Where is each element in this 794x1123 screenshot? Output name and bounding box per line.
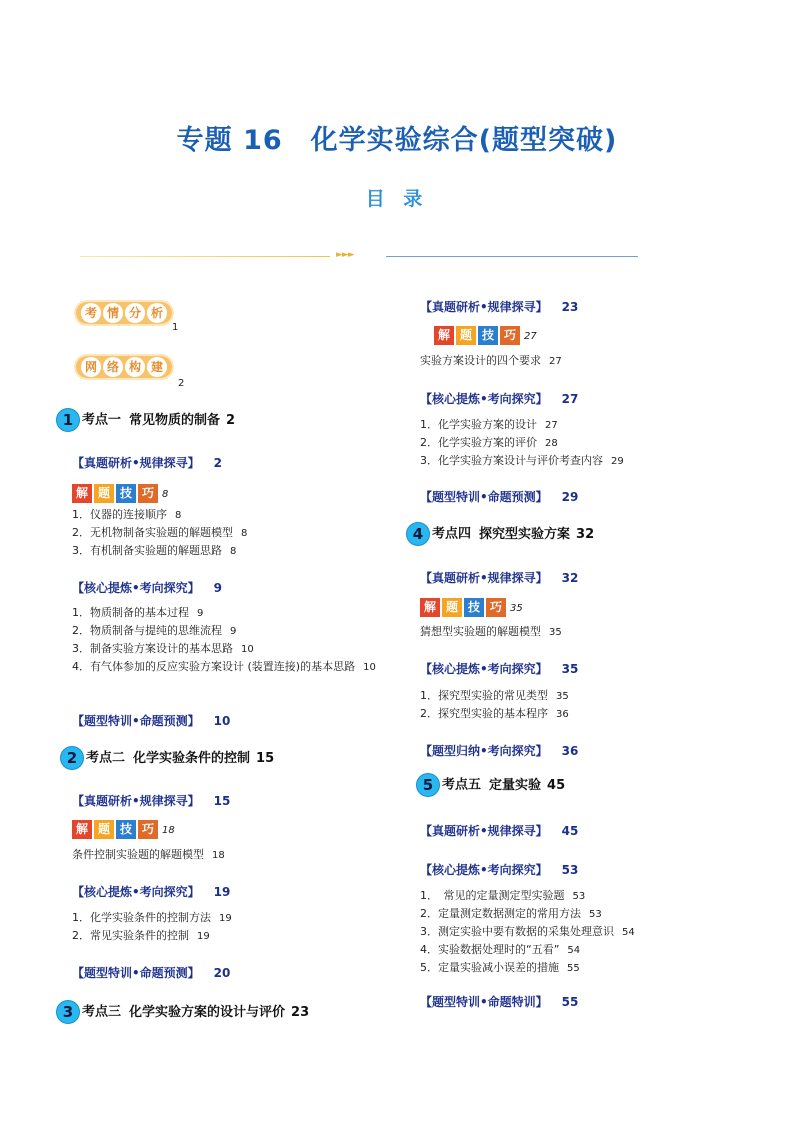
kaodian-5[interactable]: 5 考点五 定量实验 45 — [416, 773, 565, 797]
list-item[interactable]: 3．有机制备实验题的解题思路 8 — [72, 544, 237, 557]
kaoqing-fenxi-entry[interactable] — [76, 302, 172, 324]
kp4-jieti-jiqiao-badge[interactable]: 解 题 技 巧 35 — [420, 596, 523, 617]
kaodian-4[interactable]: 4 考点四 探究型实验方案 32 — [406, 522, 594, 546]
kp2-items-1 — [72, 846, 225, 864]
kaodian-2-number: 2 — [60, 746, 84, 770]
kp4-items-2 — [420, 687, 569, 723]
kaodian-1[interactable]: 1 考点一 常见物质的制备 2 — [56, 408, 235, 432]
divider-left — [80, 256, 330, 257]
wangluo-goujian-pill: 网 络 构 建 — [76, 356, 172, 378]
list-item[interactable]: 2．物质制备与提纯的思维流程 9 — [72, 624, 237, 637]
list-item[interactable]: 1．化学实验方案的设计 27 — [420, 418, 558, 431]
kp1-items-2 — [72, 604, 402, 676]
kaodian-4-number: 4 — [406, 522, 430, 546]
kp1-jieti-jiqiao-badge[interactable]: 解 题 技 巧 8 — [72, 482, 168, 503]
toc-heading: 目 录 — [365, 188, 429, 210]
kp2-jieti-jiqiao-badge[interactable]: 解 题 技 巧 18 — [72, 818, 175, 839]
list-item[interactable]: 4．有气体参加的反应实验方案设计 (装置连接)的基本思路 10 — [72, 660, 376, 673]
divider-right — [386, 256, 638, 257]
list-item[interactable]: 5．定量实验减小误差的措施 55 — [420, 961, 580, 974]
kaodian-3-number: 3 — [56, 1000, 80, 1024]
kp2-section-hexin[interactable]: 【核心提炼•考向探究】 19 — [72, 885, 231, 899]
list-item[interactable]: 1． 常见的定量测定型实验题 53 — [420, 889, 586, 902]
kaodian-2[interactable]: 2 考点二 化学实验条件的控制 15 — [60, 746, 274, 770]
list-item[interactable]: 条件控制实验题的解题模型 18 — [72, 848, 225, 861]
page-title: 专题 16 化学实验综合(题型突破) — [176, 125, 618, 156]
list-item[interactable]: 1．仪器的连接顺序 8 — [72, 508, 182, 521]
kaoqing-fenxi-pill: 考 情 分 析 — [76, 302, 172, 324]
list-item[interactable]: 2．探究型实验的基本程序 36 — [420, 707, 569, 720]
list-item[interactable]: 3．制备实验方案设计的基本思路 10 — [72, 642, 254, 655]
kp4-section-zhenti[interactable]: 【真题研析•规律探寻】 32 — [420, 571, 579, 585]
list-item[interactable]: 2．无机物制备实验题的解题模型 8 — [72, 526, 248, 539]
kp3-section-zhenti[interactable]: 【真题研析•规律探寻】 23 — [420, 300, 579, 314]
list-item[interactable]: 猜想型实验题的解题模型 35 — [420, 625, 562, 638]
kp3-items-1 — [420, 352, 562, 370]
kp3-jieti-jiqiao-badge[interactable]: 解 题 技 巧 27 — [434, 324, 537, 345]
kp5-section-zhenti[interactable]: 【真题研析•规律探寻】 45 — [420, 824, 579, 838]
list-item[interactable]: 2．常见实验条件的控制 19 — [72, 929, 210, 942]
kaodian-5-number: 5 — [416, 773, 440, 797]
wangluo-goujian-page: 2 — [178, 378, 185, 389]
kp3-section-hexin[interactable]: 【核心提炼•考向探究】 27 — [420, 392, 579, 406]
kaodian-3[interactable]: 3 考点三 化学实验方案的设计与评价 23 — [56, 1000, 309, 1024]
kp1-section-hexin[interactable]: 【核心提炼•考向探究】 9 — [72, 581, 223, 595]
kp5-items — [420, 887, 635, 977]
kp5-section-tixing[interactable]: 【题型特训•命题特训】 55 — [420, 995, 579, 1009]
kp5-section-hexin[interactable]: 【核心提炼•考向探究】 53 — [420, 863, 579, 877]
list-item[interactable]: 3．化学实验方案设计与评价考查内容 29 — [420, 454, 624, 467]
kp1-items-1 — [72, 506, 247, 560]
list-item[interactable]: 实验方案设计的四个要求 27 — [420, 354, 562, 367]
kp3-items-2 — [420, 416, 624, 470]
list-item[interactable]: 4．实验数据处理时的“五看” 54 — [420, 943, 581, 956]
kp1-section-zhenti[interactable]: 【真题研析•规律探寻】 2 — [72, 456, 223, 470]
kp2-items-2 — [72, 909, 232, 945]
list-item[interactable]: 1．探究型实验的常见类型 35 — [420, 689, 569, 702]
divider-arrows-icon: ►►► — [336, 250, 354, 260]
list-item[interactable]: 1．物质制备的基本过程 9 — [72, 606, 204, 619]
kp3-section-tixing[interactable]: 【题型特训•命题预测】 29 — [420, 490, 579, 504]
wangluo-goujian-entry[interactable] — [76, 356, 172, 378]
kp2-section-tixing[interactable]: 【题型特训•命题预测】 20 — [72, 966, 231, 980]
list-item[interactable]: 3．测定实验中要有数据的采集处理意识 54 — [420, 925, 635, 938]
list-item[interactable]: 2．定量测定数据测定的常用方法 53 — [420, 907, 602, 920]
kp2-section-zhenti[interactable]: 【真题研析•规律探寻】 15 — [72, 794, 231, 808]
kp4-section-tixing[interactable]: 【题型归纳•考向探究】 36 — [420, 744, 579, 758]
list-item[interactable]: 2．化学实验方案的评价 28 — [420, 436, 558, 449]
kaoqing-fenxi-page: 1 — [172, 322, 179, 333]
list-item[interactable]: 1．化学实验条件的控制方法 19 — [72, 911, 232, 924]
kp4-section-hexin[interactable]: 【核心提炼•考向探究】 35 — [420, 662, 579, 676]
kp4-items-1 — [420, 623, 562, 641]
kp1-section-tixing[interactable]: 【题型特训•命题预测】 10 — [72, 714, 231, 728]
kaodian-1-number: 1 — [56, 408, 80, 432]
